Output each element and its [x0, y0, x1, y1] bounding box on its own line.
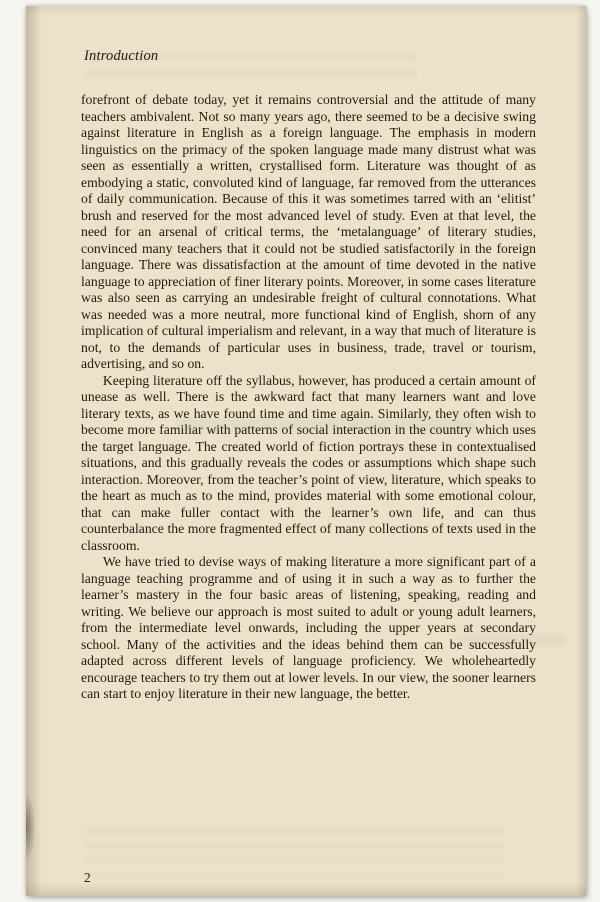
running-head: Introduction	[84, 48, 159, 64]
page-number: 2	[84, 870, 91, 885]
book-page	[26, 6, 586, 896]
page-edge-shadow	[26, 792, 36, 862]
body-text-block	[81, 92, 536, 703]
paragraph-3: We have tried to devise ways of making literature a more significant part of a language teaching programme and of using it in such a way as to further the learner’s mastery in the four basic areas of listening, speaking, reading and writing. We believe our approach is most suited to adult or young adult learners, from the intermediate level onwards, including the upper years at secondary school. Many of the activities and the ideas behind them can be successfully adapted across different levels of language proficiency. We wholeheartedly encourage teachers to try them out at lower levels. In our view, the sooner learners can start to enjoy literature in their new language, the better.	[81, 554, 536, 701]
showthrough-artifact	[84, 828, 504, 886]
paragraph-1: forefront of debate today, yet it remains controversial and the attitude of many teachers ambivalent. Not so many years ago, there seemed to be a decisive swing against literature in English as a foreign language. The emphasis in modern linguistics on the primacy of the spoken language made many distrust what was seen as essentially a written, crystallised form. Literature was thought of as embodying a static, convoluted kind of language, far removed from the utterances of daily communication. Because of this it was sometimes tarred with an ‘elitist’ brush and reserved for the most advanced level of study. Even at that level, the need for an arsenal of critical terms, the ‘metalanguage’ of literary studies, convinced many teachers that it could not be studied satisfactorily in the foreign language. There was dissatisfaction at the amount of time devoted in the native language to appreciation of finer literary points. Moreover, in some cases literature was also seen as carrying an undesirable freight of cultural connotations. What was needed was a more neutral, more functional kind of English, shorn of any implication of cultural imperialism and relevant, in a way that much of literature is not, to the demands of particular uses in business, trade, travel or tourism, advertising, and so on.	[81, 92, 536, 371]
paragraph-2: Keeping literature off the syllabus, however, has produced a certain amount of unease as well. There is the awkward fact that many learners want and love literary texts, as we have found time and time again. Similarly, they often wish to become more familiar with patterns of social interaction in the country which uses the target language. The created world of fiction portrays these in contextualised situations, and this gradually reveals the codes or assumptions which shape such interaction. Moreover, from the teacher’s point of view, literature, which speaks to the heart as much as to the mind, provides material with some emotional colour, that can make fuller contact with the learner’s own life, and can thus counterbalance the more fragmented effect of many collections of texts used in the classroom.	[81, 372, 536, 553]
